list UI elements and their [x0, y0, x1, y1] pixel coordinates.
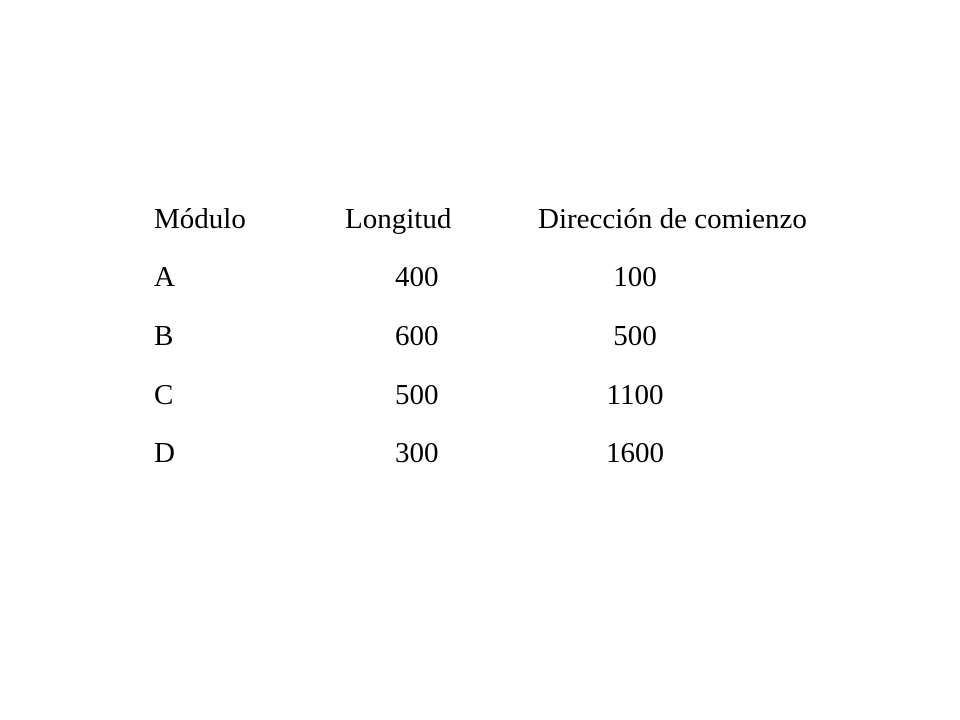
table-cell-direccion: 500	[613, 320, 657, 352]
table-cell-longitud: 600	[395, 320, 439, 352]
table-cell-modulo: D	[154, 437, 175, 469]
table-cell-longitud: 300	[395, 437, 439, 469]
header-longitud: Longitud	[345, 203, 452, 235]
table-cell-direccion: 100	[613, 261, 657, 293]
table-cell-longitud: 400	[395, 261, 439, 293]
header-modulo: Módulo	[154, 203, 246, 235]
table-cell-modulo: A	[154, 261, 175, 293]
table-cell-modulo: C	[154, 379, 174, 411]
table-cell-direccion: 1100	[606, 379, 664, 411]
header-direccion: Dirección de comienzo	[538, 203, 807, 235]
table-cell-longitud: 500	[395, 379, 439, 411]
table-cell-modulo: B	[154, 320, 174, 352]
table-cell-direccion: 1600	[606, 437, 664, 469]
